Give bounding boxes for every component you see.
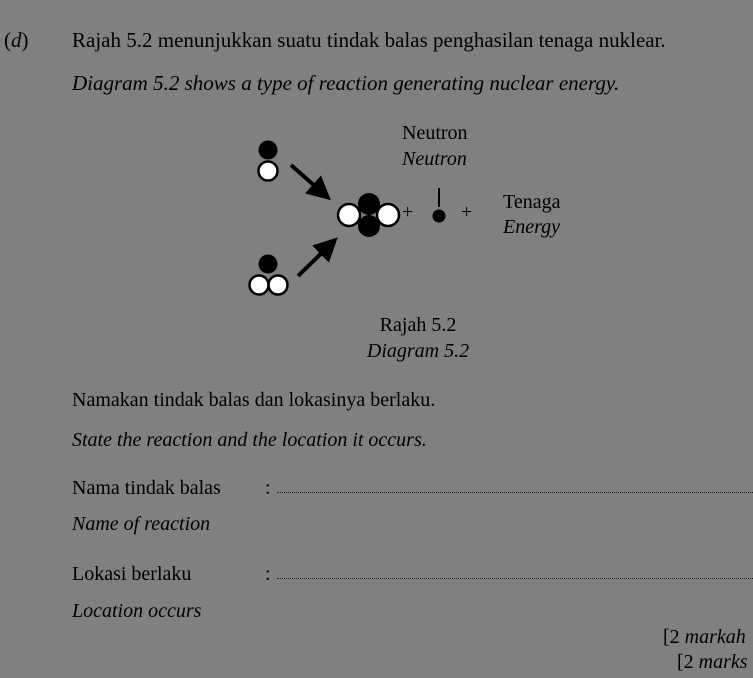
question-label: (d) <box>4 28 29 52</box>
deuterium-nucleus <box>259 141 278 181</box>
neutron-label-english: Neutron <box>402 148 467 170</box>
arrow-up-right <box>298 243 332 276</box>
plus-sign-1: + <box>402 201 414 223</box>
field-colon-location: : <box>265 563 271 585</box>
neutron-particle <box>259 162 278 181</box>
answer-line-location[interactable] <box>277 578 753 579</box>
proton-particle <box>259 141 278 160</box>
energy-label-english: Energy <box>503 216 561 238</box>
field-label-reaction-malay: Nama tindak balas <box>72 477 221 499</box>
field-colon-reaction: : <box>265 477 271 499</box>
answer-line-reaction[interactable] <box>277 492 753 493</box>
instruction-malay: Namakan tindak balas dan lokasinya berlaku. <box>72 389 436 411</box>
neutron-particle <box>433 210 446 223</box>
question-text-english: Diagram 5.2 shows a type of reaction generating nuclear energy. <box>72 71 620 95</box>
marks-english: [2 marks <box>677 651 748 673</box>
neutron-particle <box>377 204 399 226</box>
field-label-reaction-english: Name of reaction <box>72 513 211 535</box>
released-neutron <box>433 188 446 223</box>
plus-sign-2: + <box>461 201 473 223</box>
diagram-caption-malay: Rajah 5.2 <box>379 314 457 336</box>
question-text-malay: Rajah 5.2 menunjukkan suatu tindak balas penghasilan tenaga nuklear. <box>72 28 666 52</box>
field-label-location-malay: Lokasi berlaku <box>72 563 192 585</box>
proton-particle <box>358 215 380 237</box>
neutron-particle <box>269 276 288 295</box>
arrow-down-right <box>291 165 325 195</box>
marks-malay: [2 markah <box>663 626 746 648</box>
diagram-caption-english: Diagram 5.2 <box>366 340 470 362</box>
neutron-particle <box>250 276 269 295</box>
neutron-label-malay: Neutron <box>402 122 468 144</box>
proton-particle <box>259 255 278 274</box>
instruction-english: State the reaction and the location it occurs. <box>72 429 427 451</box>
field-label-location-english: Location occurs <box>72 600 202 622</box>
proton-particle <box>358 193 380 215</box>
neutron-particle <box>338 204 360 226</box>
helium-nucleus <box>338 193 399 237</box>
energy-label-malay: Tenaga <box>503 191 561 213</box>
tritium-nucleus <box>250 255 288 295</box>
